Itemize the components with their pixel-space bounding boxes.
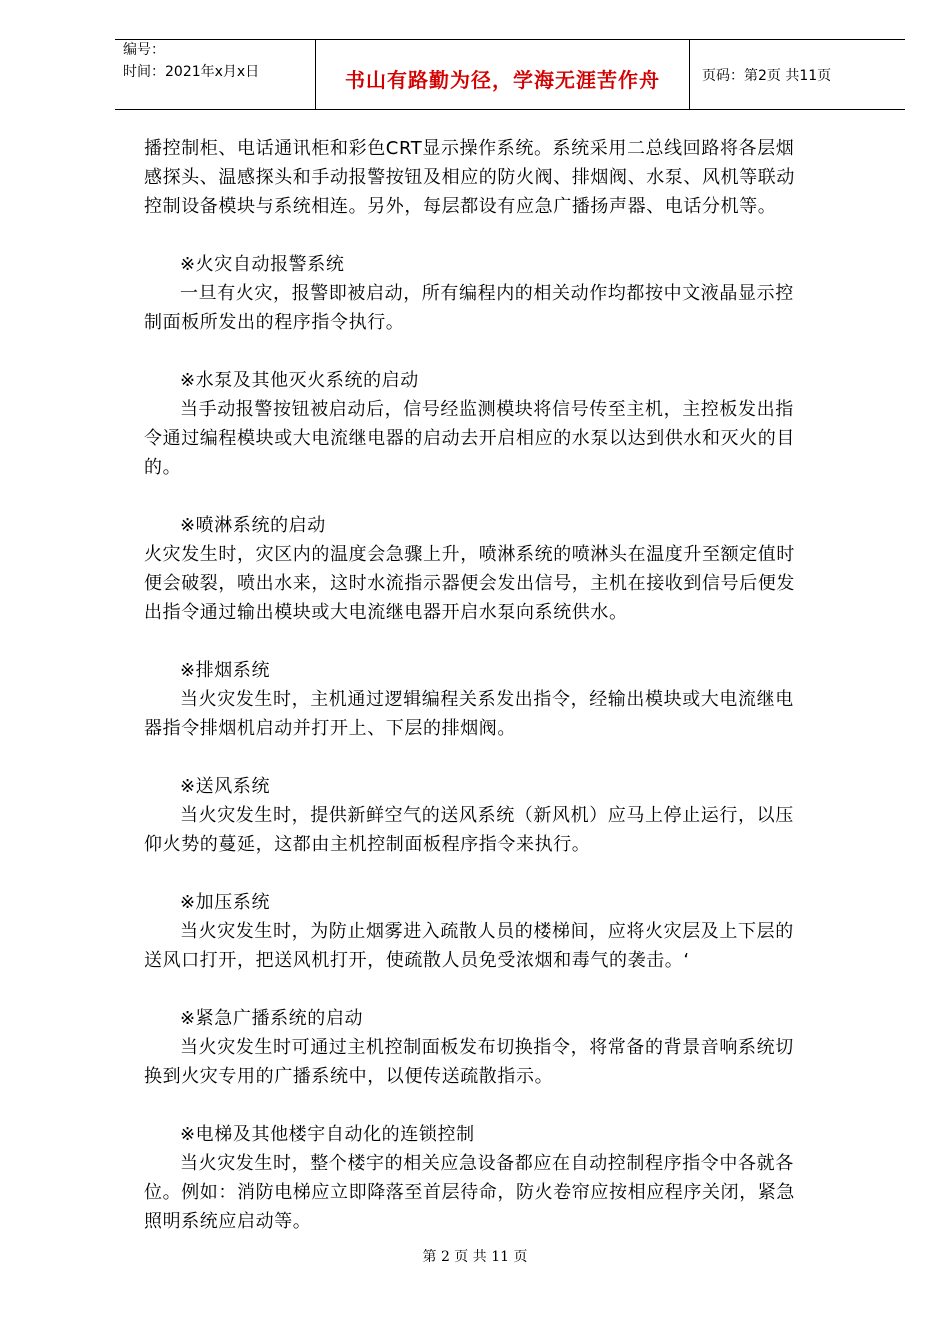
body-line: 的。 [144,457,182,478]
document-number-label: 编号： [123,42,165,58]
document-body [144,134,884,1236]
body-line: 令通过编程模块或大电流继电器的启动去开启相应的水泵以达到供水和灭火的目 [144,428,795,449]
section-title: ※火灾自动报警系统 [180,254,345,275]
page-header [115,39,905,110]
body-line: 控制设备模块与系统相连。另外，每层都设有应急广播扬声器、电话分机等。 [144,196,777,217]
body-line: 位。例如：消防电梯应立即降落至首层待命，防火卷帘应按相应程序关闭，紧急 [144,1182,795,1203]
body-line: 当火灾发生时可通过主机控制面板发布切换指令，将常备的背景音响系统切 [180,1037,794,1058]
body-line: 便会破裂，喷出水来，这时水流指示器便会发出信号，主机在接收到信号后便发 [144,573,795,594]
section-title: ※电梯及其他楼宇自动化的连锁控制 [180,1124,475,1145]
section-title: ※水泵及其他灭火系统的启动 [180,370,419,391]
body-line: 火灾发生时，灾区内的温度会急骤上升，喷淋系统的喷淋头在温度升至额定值时 [144,544,795,565]
header-motto: 书山有路勤为径，学海无涯苦作舟 [345,68,660,92]
body-line: 感探头、温感探头和手动报警按钮及相应的防火阀、排烟阀、水泵、风机等联动 [144,167,795,188]
section-title: ※排烟系统 [180,660,271,681]
body-line: 当火灾发生时，提供新鲜空气的送风系统（新风机）应马上停止运行，以压 [180,805,794,826]
header-page-cell [690,40,905,109]
body-line: 仰火势的蔓延，这都由主机控制面板程序指令来执行。 [144,834,591,855]
body-line: 出指令通过输出模块或大电流继电器开启水泵向系统供水。 [144,602,628,623]
body-line: 当手动报警按钮被启动后，信号经监测模块将信号传至主机，主控板发出指 [180,399,794,420]
body-line: 播控制柜、电话通讯柜和彩色CRT显示操作系统。系统采用二总线回路将各层烟 [144,138,795,159]
body-line: 当火灾发生时，为防止烟雾进入疏散人员的楼梯间，应将火灾层及上下层的 [180,921,794,942]
body-line: 换到火灾专用的广播系统中，以便传送疏散指示。 [144,1066,554,1087]
header-meta-cell [115,40,316,109]
section-title: ※紧急广播系统的启动 [180,1008,364,1029]
body-line: 当火灾发生时，整个楼宇的相关应急设备都应在自动控制程序指令中各就各 [180,1153,794,1174]
body-line: 器指令排烟机启动并打开上、下层的排烟阀。 [144,718,516,739]
section-title: ※喷淋系统的启动 [180,515,326,536]
section-title: ※送风系统 [180,776,271,797]
header-page-number: 页码：第2页 共11页 [702,68,832,84]
body-line: 照明系统应启动等。 [144,1211,312,1232]
document-time-label: 时间：2021年x月x日 [123,64,260,80]
body-line: 当火灾发生时，主机通过逻辑编程关系发出指令，经输出模块或大电流继电 [180,689,794,710]
header-motto-cell [316,40,690,109]
section-title: ※加压系统 [180,892,271,913]
page-footer: 第 2 页 共 11 页 [422,1249,528,1265]
body-line: 送风口打开，把送风机打开，使疏散人员免受浓烟和毒气的袭击。‘ [144,950,690,971]
body-line: 一旦有火灾，报警即被启动，所有编程内的相关动作均都按中文液晶显示控 [180,283,794,304]
body-line: 制面板所发出的程序指令执行。 [144,312,405,333]
